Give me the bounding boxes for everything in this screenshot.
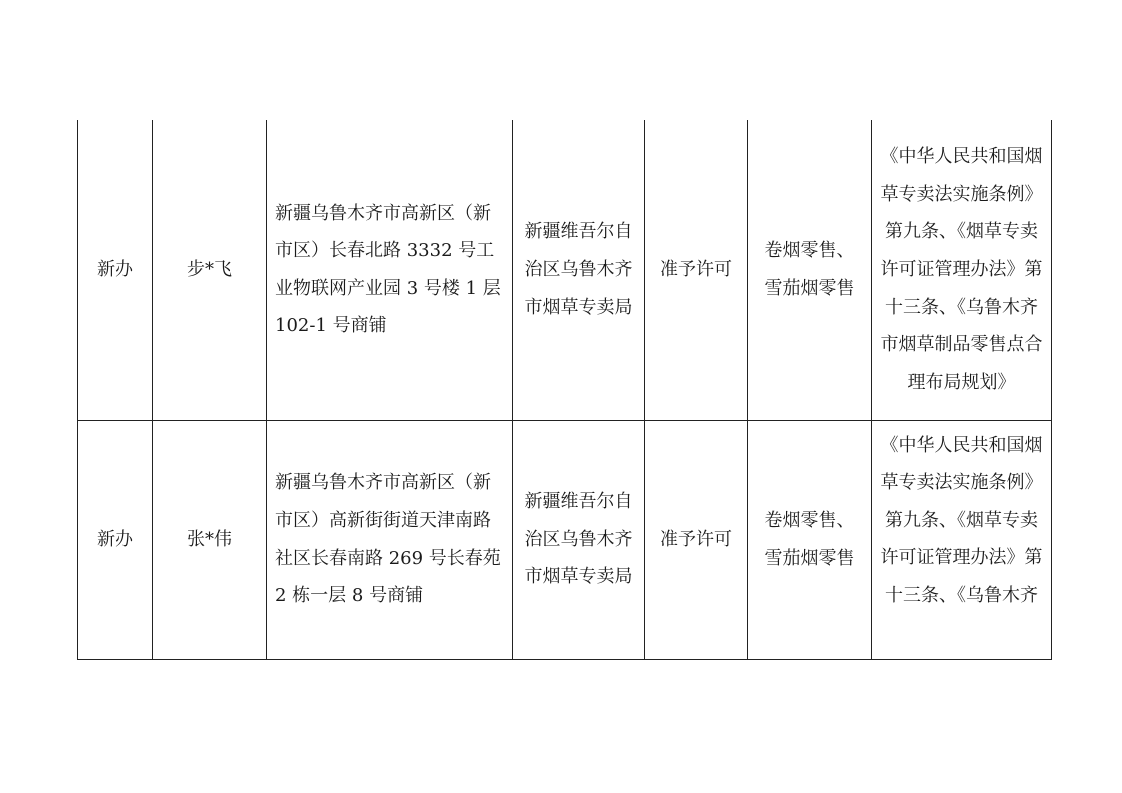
cell-legal-basis: 《中华人民共和国烟草专卖法实施条例》第九条、《烟草专卖许可证管理办法》第十三条、《乌鲁木齐市烟草制品零售点合理布局规划》	[872, 120, 1052, 420]
cell-legal-basis	[872, 420, 1052, 659]
permit-table	[77, 120, 1052, 660]
cell-address: 新疆乌鲁木齐市高新区（新市区）长春北路 3332 号工业物联网产业园 3 号楼 1 层 102-1 号商铺	[267, 120, 513, 420]
cell-name: 步*飞	[153, 120, 267, 420]
legal-basis-text: 《中华人民共和国烟草专卖法实施条例》第九条、《烟草专卖许可证管理办法》第十三条、《乌鲁木齐	[880, 434, 1043, 606]
cell-type: 新办	[78, 420, 153, 659]
cell-authority: 新疆维吾尔自治区乌鲁木齐市烟草专卖局	[513, 420, 645, 659]
cell-decision: 准予许可	[645, 120, 748, 420]
cell-authority: 新疆维吾尔自治区乌鲁木齐市烟草专卖局	[513, 120, 645, 420]
cell-name: 张*伟	[153, 420, 267, 659]
cell-type: 新办	[78, 120, 153, 420]
table-row	[78, 420, 1052, 659]
cell-decision: 准予许可	[645, 420, 748, 659]
cell-scope: 卷烟零售、雪茄烟零售	[748, 420, 872, 659]
cell-address: 新疆乌鲁木齐市高新区（新市区）高新街街道天津南路社区长春南路 269 号长春苑 2 栋一层 8 号商铺	[267, 420, 513, 659]
table-row	[78, 120, 1052, 420]
cell-scope: 卷烟零售、雪茄烟零售	[748, 120, 872, 420]
